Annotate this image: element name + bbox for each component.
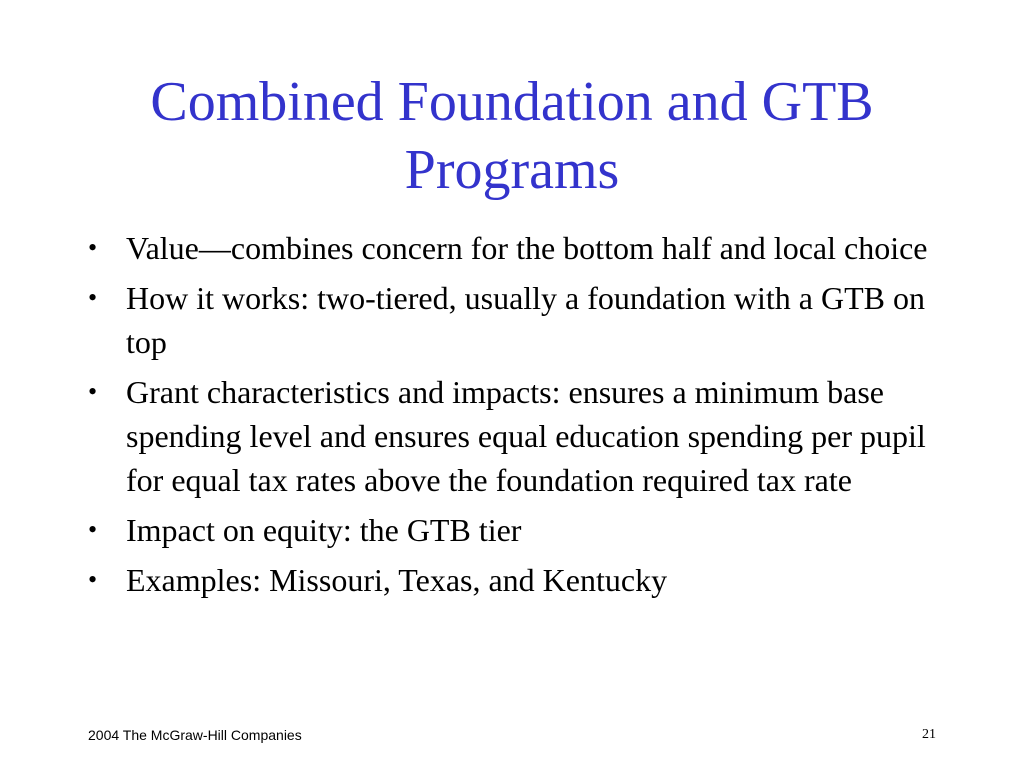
bullet-dot-icon: • [88, 283, 98, 312]
bullet-dot-icon: • [88, 377, 98, 406]
bullet-text: Examples: Missouri, Texas, and Kentucky [126, 562, 668, 598]
bullet-list [88, 226, 938, 608]
bullet-dot-icon: • [88, 233, 98, 262]
slide-title-line-2: Programs [404, 139, 620, 201]
bullet-text: Value—combines concern for the bottom half and local choice [126, 230, 928, 266]
bullet-item [88, 558, 938, 602]
bullet-item [88, 276, 938, 364]
bullet-dot-icon: • [88, 565, 98, 594]
bullet-item [88, 370, 938, 502]
slide-title-line-1: Combined Foundation and GTB [150, 71, 874, 133]
bullet-item [88, 508, 938, 552]
slide-title [60, 68, 964, 204]
footer-copyright: 2004 The McGraw-Hill Companies [88, 727, 302, 743]
bullet-text: How it works: two-tiered, usually a foundation with a GTB on top [126, 280, 925, 360]
bullet-dot-icon: • [88, 515, 98, 544]
page-number: 21 [922, 727, 936, 742]
bullet-item [88, 226, 938, 270]
bullet-text: Impact on equity: the GTB tier [126, 512, 522, 548]
bullet-text: Grant characteristics and impacts: ensures a minimum base spending level and ensures equal education spending per pupil for equal tax rates above the foundation required tax rate [126, 374, 926, 498]
